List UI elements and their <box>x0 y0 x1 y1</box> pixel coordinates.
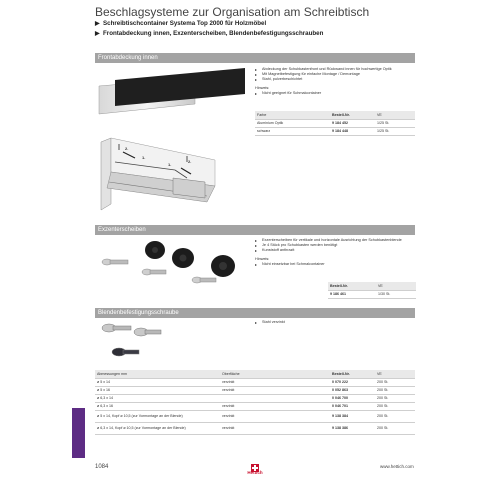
table-cell: ø 6,3 x 16 <box>97 404 113 408</box>
logo-wordmark: Hettich <box>247 470 263 475</box>
exzenterscheiben-table <box>328 282 416 299</box>
callout-2a: 2. <box>125 146 129 151</box>
table-cell: 0 070 222 <box>332 380 348 384</box>
arrow-right-icon: ▶ <box>95 21 100 27</box>
table-cell: 1/25 St. <box>377 129 390 133</box>
table-row <box>95 394 415 402</box>
subtitle-2: ▶ Frontabdeckung innen, Exzenterscheiben, Blendenbefestigungsschrauben <box>95 30 324 37</box>
frontabdeckung-table <box>255 111 415 136</box>
table-row <box>95 402 415 410</box>
table-cell: 200 St. <box>377 380 389 384</box>
table-header-row <box>95 370 415 378</box>
column-header: Farbe <box>255 111 330 119</box>
table-row <box>255 119 415 127</box>
table-row <box>255 127 415 135</box>
arrow-right-icon: ▶ <box>95 31 100 37</box>
table-cell: verzinkt <box>222 404 235 408</box>
table-row <box>328 290 416 298</box>
page-number: 1084 <box>95 464 109 470</box>
column-header: Bestell-Nr. <box>330 111 375 119</box>
section-band-frontabdeckung: Frontabdeckung innen <box>95 53 415 63</box>
table-row <box>95 422 415 434</box>
table-cell: ø 5 x 16 <box>97 388 110 392</box>
page-footer <box>0 460 500 480</box>
page-title: Beschlagsysteme zur Organisation am Schreibtisch <box>95 5 370 19</box>
table-cell: verzinkt <box>222 414 235 418</box>
table-row <box>95 386 415 394</box>
feature-item: ▸ Mit Magnetbefestigung für einfache Montage / Demontage <box>255 72 415 77</box>
hinweis-title: Hinweis: <box>255 256 270 261</box>
column-header: Bestell-Nr. <box>330 370 375 378</box>
table-cell: 9 186 461 <box>330 292 346 296</box>
page-header <box>95 5 425 39</box>
hinweis-title: Hinweis: <box>255 85 270 90</box>
table-cell: ø 6,3 x 14 <box>97 396 113 400</box>
table-cell: 200 St. <box>377 404 389 408</box>
container-drawer-illustration <box>95 132 245 212</box>
website-url: www.hettich.com <box>380 464 414 469</box>
table-cell: 200 St. <box>377 426 389 430</box>
table-cell: 9 184 452 <box>332 121 348 125</box>
frontabdeckung-features <box>255 67 415 96</box>
table-cell: schwarz <box>257 129 271 133</box>
table-cell: verzinkt <box>222 426 235 430</box>
hinweis-text: ▸ Nicht einsetzbar bei Schmalcontainer <box>255 262 415 267</box>
screws-illustration <box>95 320 165 368</box>
column-header: Oberfläche <box>220 370 330 378</box>
blendenschraube-table <box>95 370 415 435</box>
table-cell: 0 046 700 <box>332 396 348 400</box>
section-band-blendenbefestigung: Blendenbefestigungsschraube <box>95 308 415 318</box>
callout-1a: 1. <box>142 155 146 160</box>
table-cell: 0 046 701 <box>332 404 348 408</box>
column-header: Bestell-Nr. <box>328 282 376 290</box>
exzenterscheiben-features <box>255 238 415 267</box>
feature-item: ▸ Abdeckung der Schubkastenfront und Rückwand innen für hochwertige Optik <box>255 67 415 72</box>
table-cell: 1/25 St. <box>377 121 390 125</box>
chapter-tab <box>72 408 85 458</box>
table-cell: verzinkt <box>222 388 235 392</box>
callout-1b: 1. <box>168 162 172 167</box>
hinweis-text: ▸ Nicht geeignet für Schmalcontainer <box>255 91 415 96</box>
table-cell: verzinkt <box>222 380 235 384</box>
column-header: VE <box>375 370 415 378</box>
table-cell: 200 St. <box>377 388 389 392</box>
table-cell: 9 138 384 <box>332 414 348 418</box>
subtitle-1: ▶ Schreibtischcontainer Systema Top 2000 für Holzmöbel <box>95 20 267 27</box>
cover-panels-illustration <box>95 66 245 116</box>
feature-item: ▸ Je 4 Stück pro Schubkasten werden benötigt <box>255 243 415 248</box>
feature-item: ▸ Kunststoff anthrazit <box>255 248 415 253</box>
column-header: VE <box>375 111 415 119</box>
table-row <box>95 410 415 422</box>
table-cell: 1/30 St. <box>378 292 391 296</box>
column-header: Abmessungen mm <box>95 370 220 378</box>
table-cell: 9 138 386 <box>332 426 348 430</box>
table-cell: 200 St. <box>377 414 389 418</box>
callout-2b: 2. <box>188 159 192 164</box>
table-cell: 200 St. <box>377 396 389 400</box>
feature-item: ▸ Exzenterscheiben für vertikale und horizontale Ausrichtung der Schubkastenblende <box>255 238 415 243</box>
table-cell: Aluminium Optik <box>257 121 284 125</box>
table-cell: ø 6,3 x 14, Kopf ø 10,5 (zur Vormontage an der Blende) <box>97 426 186 430</box>
table-cell: 0 052 863 <box>332 388 348 392</box>
table-header-row <box>255 111 415 119</box>
hettich-logo <box>245 460 265 478</box>
section-band-exzenterscheiben: Exzenterscheiben <box>95 225 415 235</box>
table-row <box>95 378 415 386</box>
table-cell: 9 184 448 <box>332 129 348 133</box>
eccentric-discs-illustration <box>95 238 245 293</box>
column-header: VE <box>376 282 416 290</box>
table-cell: ø 5 x 14, Kopf ø 10,5 (zur Vormontage an der Blende) <box>97 414 183 418</box>
table-header-row <box>328 282 416 290</box>
feature-item: ▸ Stahl, pulverbeschichtet <box>255 77 415 82</box>
table-cell <box>220 394 330 402</box>
blendenschraube-features <box>255 320 415 325</box>
table-cell: ø 5 x 14 <box>97 380 110 384</box>
feature-item: ▸ Stahl verzinkt <box>255 320 415 325</box>
